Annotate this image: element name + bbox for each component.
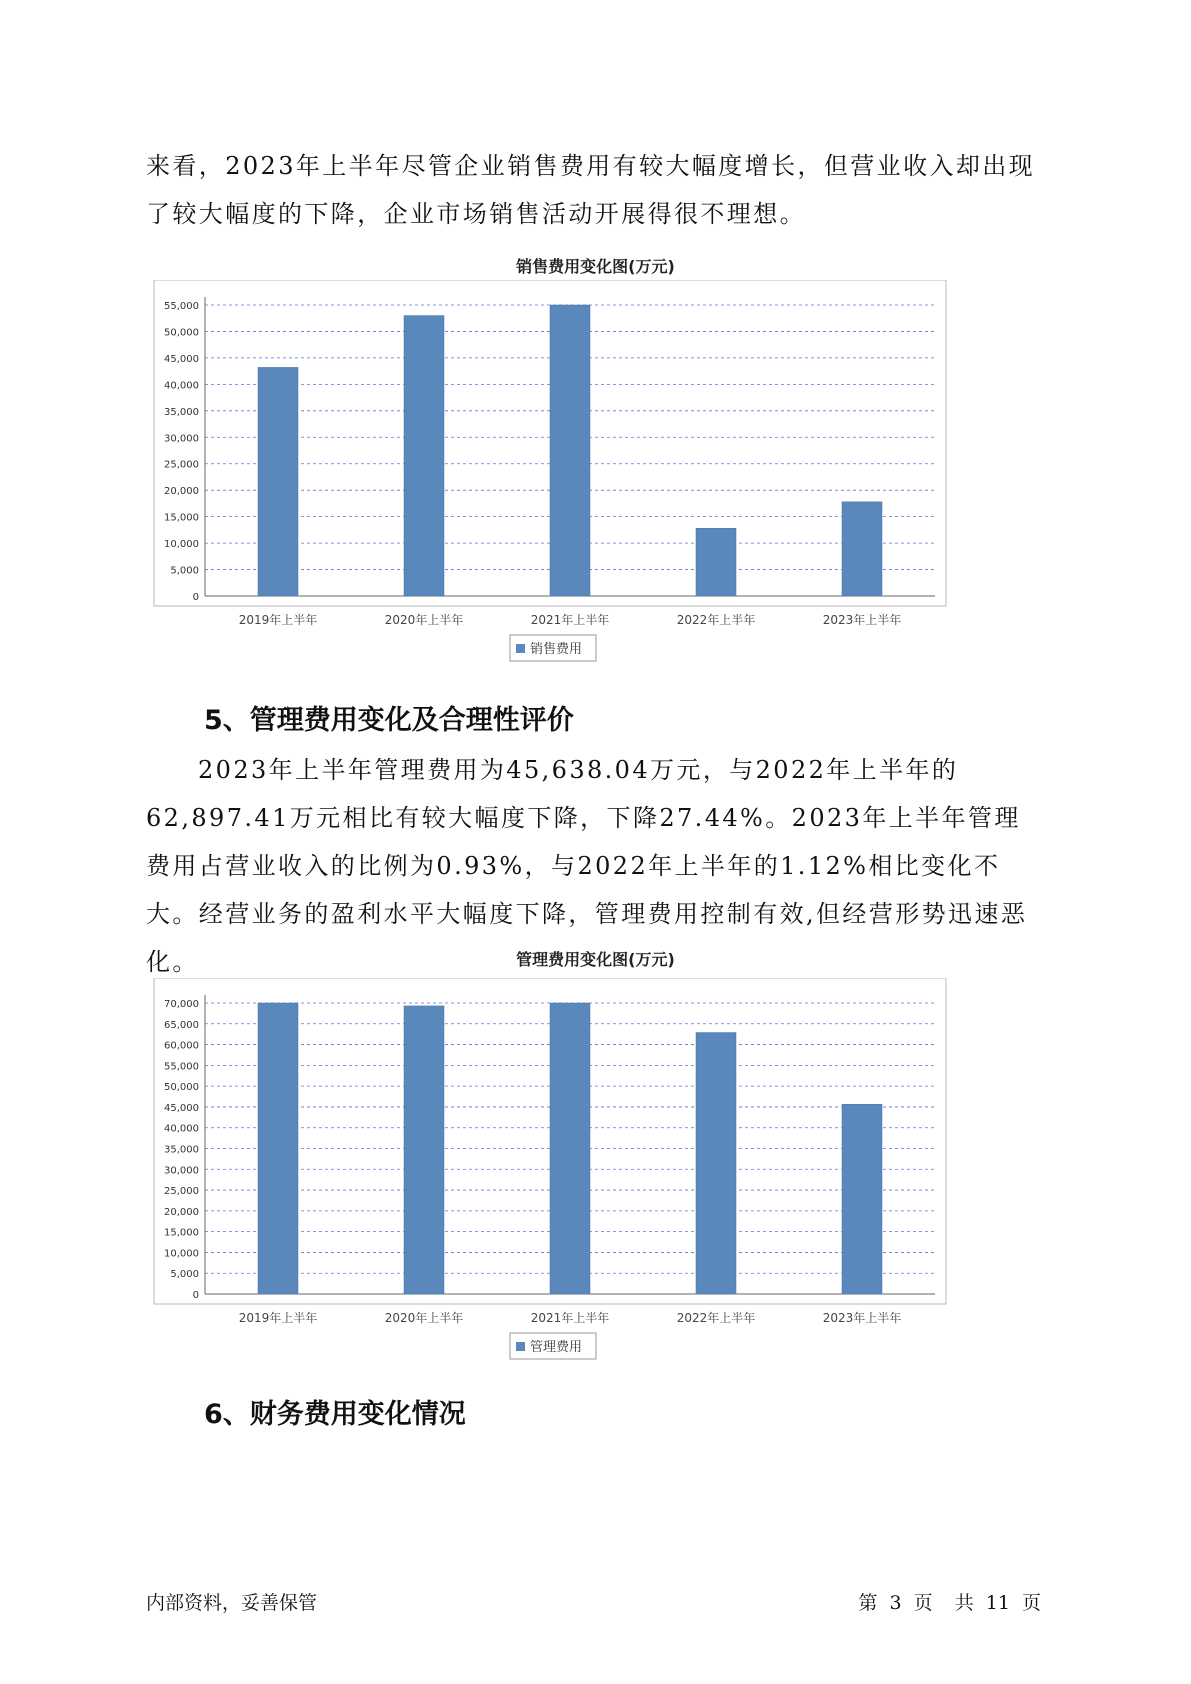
x-tick-label: 2020年上半年: [384, 1311, 464, 1325]
bar: [258, 1003, 298, 1294]
y-tick-label: 5,000: [170, 565, 199, 577]
bar: [404, 1006, 444, 1294]
admin-expense-chart: [150, 978, 950, 1363]
y-tick-label: 50,000: [164, 327, 199, 339]
legend-label: 销售费用: [530, 642, 583, 657]
y-tick-label: 55,000: [164, 1061, 199, 1073]
y-tick-label: 25,000: [164, 459, 199, 471]
y-tick-label: 35,000: [164, 1144, 199, 1156]
legend: [510, 635, 596, 661]
bar: [550, 1003, 590, 1294]
footer-confidential: 内部资料，妥善保管: [146, 1592, 318, 1614]
y-tick-label: 30,000: [164, 1165, 199, 1177]
y-tick-label: 0: [192, 592, 199, 603]
bar: [258, 367, 298, 596]
x-tick-label: 2023年上半年: [822, 1311, 902, 1325]
y-tick-label: 20,000: [164, 486, 199, 498]
y-tick-label: 40,000: [164, 380, 199, 392]
page-number: 3: [889, 1592, 902, 1614]
page-label-mid: 页: [913, 1592, 933, 1614]
x-tick-label: 2022年上半年: [676, 613, 756, 627]
chart-title: 管理费用变化图(万元): [516, 950, 675, 969]
y-tick-label: 10,000: [164, 539, 199, 551]
y-tick-label: 10,000: [164, 1248, 199, 1260]
y-tick-label: 15,000: [164, 512, 199, 524]
section-heading: 6、财务费用变化情况: [204, 1399, 466, 1430]
bar: [842, 502, 882, 596]
total-label-pre: 共: [954, 1592, 974, 1614]
legend-swatch: [516, 1342, 525, 1351]
y-tick-label: 40,000: [164, 1123, 199, 1135]
page-label-pre: 第: [858, 1592, 878, 1614]
x-tick-label: 2023年上半年: [822, 613, 902, 627]
y-tick-label: 45,000: [164, 353, 199, 365]
y-tick-label: 65,000: [164, 1019, 199, 1031]
sales-expense-chart: [150, 280, 950, 665]
bar: [550, 305, 590, 596]
bar: [404, 316, 444, 596]
x-tick-label: 2022年上半年: [676, 1311, 756, 1325]
x-tick-label: 2019年上半年: [238, 613, 318, 627]
y-tick-label: 60,000: [164, 1040, 199, 1052]
bar: [696, 1033, 736, 1294]
x-tick-label: 2021年上半年: [530, 1311, 610, 1325]
y-tick-label: 15,000: [164, 1227, 199, 1239]
y-tick-label: 50,000: [164, 1082, 199, 1094]
footer-page-info: [852, 1588, 1041, 1615]
y-tick-label: 70,000: [164, 999, 199, 1010]
section-paragraph: 2023年上半年管理费用为45,638.04万元，与2022年上半年的62,897.41万元相比有较大幅度下降，下降27.44%。2023年上半年管理费用占营业收入的比例为0.93%，与2022年上半年的1.12%相比变化不大。经营业务的盈利水平大幅度下降，管理费用控制有效,但经营形势迅速恶化。: [146, 756, 1028, 976]
bar: [842, 1104, 882, 1294]
total-label-post: 页: [1021, 1592, 1041, 1614]
y-tick-label: 55,000: [164, 301, 199, 312]
intro-paragraph: 来看，2023年上半年尽管企业销售费用有较大幅度增长，但营业收入却出现了较大幅度的下降，企业市场销售活动开展得很不理想。: [146, 152, 1036, 228]
legend-label: 管理费用: [530, 1340, 583, 1355]
x-tick-label: 2019年上半年: [238, 1311, 318, 1325]
y-tick-label: 35,000: [164, 406, 199, 418]
x-tick-label: 2021年上半年: [530, 613, 610, 627]
y-tick-label: 30,000: [164, 433, 199, 445]
total-pages: 11: [985, 1592, 1010, 1614]
bar: [696, 528, 736, 596]
chart-title: 销售费用变化图(万元): [516, 257, 675, 276]
x-tick-label: 2020年上半年: [384, 613, 464, 627]
y-tick-label: 5,000: [170, 1269, 199, 1281]
y-tick-label: 25,000: [164, 1186, 199, 1198]
legend-swatch: [516, 644, 525, 653]
section-heading: 5、管理费用变化及合理性评价: [204, 705, 574, 736]
y-tick-label: 45,000: [164, 1102, 199, 1114]
y-tick-label: 0: [192, 1290, 199, 1301]
y-tick-label: 20,000: [164, 1206, 199, 1218]
legend: [510, 1333, 596, 1359]
